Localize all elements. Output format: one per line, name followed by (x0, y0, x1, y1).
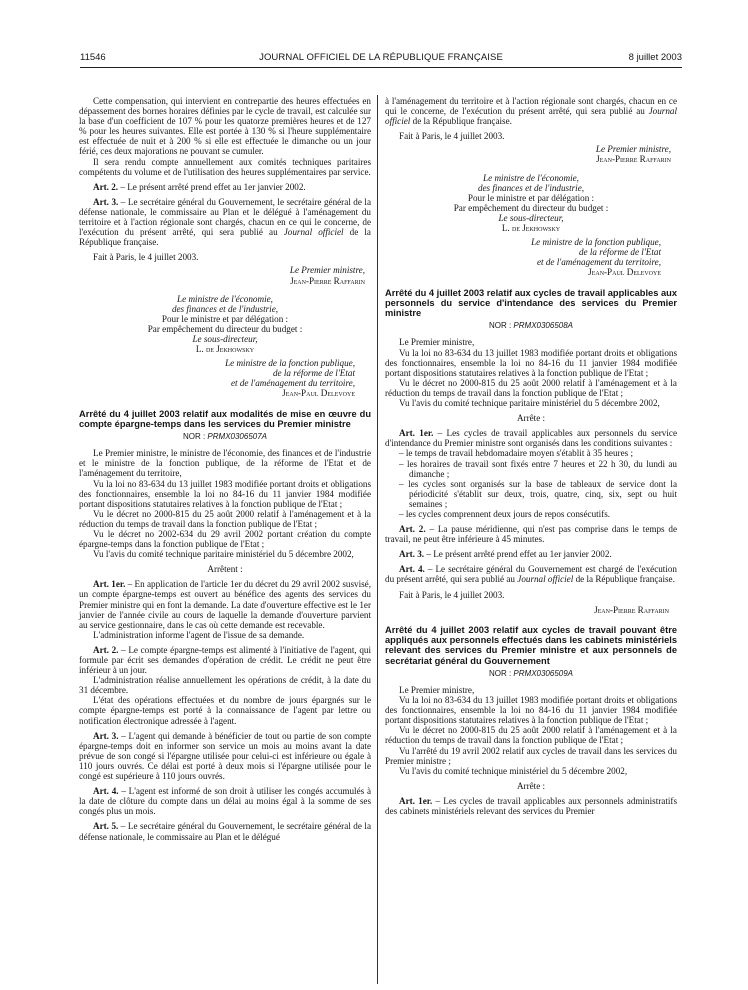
article-label: Art. 2. (93, 644, 119, 655)
signatory-title: et de l'aménagement du territoire, (536, 257, 661, 268)
right-column (385, 96, 677, 816)
paragraph (385, 96, 677, 126)
article-text: – Les cycles de travail applicables aux personnels du service d'intendance du Premier ministre sont organisés dans les conditions suivantes : (385, 428, 677, 449)
delegation-line: Par empêchement du directeur du budget : (453, 202, 609, 213)
article (79, 182, 371, 192)
nor-code: PRMX0306509A (513, 668, 574, 678)
enacting-formula: Arrêtent : (207, 564, 243, 575)
article-text: – Le présent arrêté prend effet au 1er janvier 2002. (424, 549, 612, 560)
paragraph: Vu le décret no 2000-815 du 25 août 2000 relatif à l'aménagement et à la réduction du temps de travail dans la fonction publique de l'Etat ; (79, 508, 371, 529)
article (79, 786, 371, 816)
article (79, 731, 371, 781)
page-number: 11546 (80, 52, 106, 63)
signatory-title: Le ministre de l'économie, (177, 293, 273, 304)
paragraph: Vu le décret no 2000-815 du 25 août 2000 relatif à l'aménagement et à la réduction du temps de travail dans la fonction publique de l'Etat ; (385, 725, 677, 746)
article (385, 428, 677, 448)
signatory-title: Le ministre de l'économie, (483, 172, 579, 183)
list-item: – les horaires de travail sont fixés entre 7 heures et 22 h 30, du lundi au dimanche ; (399, 458, 677, 479)
nor-code: PRMX0306507A (207, 432, 268, 442)
paragraph: Vu l'avis du comité technique paritaire ministériel du 5 décembre 2002, (399, 398, 660, 409)
article (385, 564, 677, 584)
signing-place-date: Fait à Paris, le 4 juillet 2003. (399, 589, 505, 600)
signatory-name: Jean-Paul Delevoye (282, 388, 355, 399)
enacting-formula: Arrête : (516, 780, 546, 791)
paragraph: Vu la loi no 83-634 du 13 juillet 1983 modifiée portant droits et obligations des fonctionnaires, ensemble la loi no 84-16 du 11 janvier 1984 modifiée portant dispositions statutaires relatives à la fonction publique de l'Etat ; (385, 695, 677, 726)
column-divider (377, 95, 378, 984)
article-text: – Le secrétaire général du Gouvernement, le secrétaire général de la défense nationale, le commissaire au Plan et le délégué (79, 821, 371, 842)
signatory-title: Le Premier ministre, (289, 265, 365, 276)
paragraph: Vu la loi no 83-634 du 13 juillet 1983 modifiée portant droits et obligations des fonctionnaires, ensemble la loi no 84-16 du 11 janvier 1984 modifiée portant dispositions statutaires relatives à la fonction publique de l'Etat ; (79, 478, 371, 509)
paragraph: Il sera rendu compte annuellement aux comités techniques paritaires compétents du volume et de l'utilisation des heures supplémentaires par service. (79, 156, 371, 177)
enacting-formula: Arrête : (516, 413, 546, 424)
signatory-title: Le ministre de la fonction publique, (531, 237, 661, 248)
signing-place-date: Fait à Paris, le 4 juillet 2003. (93, 252, 199, 263)
article-text: – En application de l'article 1er du décret du 29 avril 2002 susvisé, un compte épargne-temps est ouvert au bénéfice des agents des services du Premier ministre qui en font la demande. La date d'ouverture effective est le 1er janvier de l'année civile au cours de laquelle la demande d'ouverture parvient au service gestionnaire, dans le cas où cette demande est recevable. (79, 579, 371, 630)
article-text: – Le secrétaire général du Gouvernement, le secrétaire général de la défense nationale, le commissaire au Plan et le délégué à l'aménagement du territoire et à l'action régionale sont chargés, chacun en ce qui le concerne, de l'exécution du présent arrêté, qui sera publié au (79, 196, 371, 238)
signatory-name: L. de Jekhowsky (501, 223, 561, 234)
nor-reference (79, 432, 371, 442)
article-text: de la République française. (410, 116, 512, 127)
article-label: Art. 3. (399, 549, 425, 560)
article-label: Art. 4. (93, 786, 119, 797)
paragraph: Vu le décret no 2002-634 du 29 avril 2002 portant création du compte épargne-temps dans la fonction publique de l'Etat ; (79, 528, 371, 550)
article-text: – Le présent arrêté prend effet au 1er janvier 2002. (118, 181, 306, 192)
nor-code: PRMX0306508A (513, 321, 574, 331)
decree-title: Arrêté du 4 juillet 2003 relatif aux cycles de travail applicables aux personnels du service d'intendance des services du Premier ministre (385, 287, 677, 319)
delegation-line: Par empêchement du directeur du budget : (147, 323, 303, 334)
article (79, 821, 371, 841)
article-label: Art. 5. (93, 821, 119, 832)
nor-reference (385, 321, 677, 331)
article-text: de la République française. (79, 227, 371, 248)
signatory-name: Jean-Paul Delevoye (588, 267, 661, 278)
signature-block (385, 144, 677, 164)
article-label: Art. 3. (93, 196, 119, 207)
signatory-title: Le sous-directeur, (192, 333, 258, 344)
signatory-title: des finances et de l'industrie, (477, 182, 585, 193)
article (385, 549, 677, 559)
signatory-title: de la réforme de l'Etat (578, 247, 661, 258)
paragraph: Le Premier ministre, le ministre de l'économie, des finances et de l'industrie et le ministre de la fonction publique, de la réforme de l'Etat et de l'aménagement du territoire, (79, 448, 371, 479)
nor-reference (385, 669, 677, 679)
article-text: – L'agent qui demande à bénéficier de tout ou partie de son compte épargne-temps doit en informer son service un mois au moins avant la date prévue de son congé si l'épargne utilisée pour celui-ci est inférieure ou égale à 110 jours ouvrés. Ce délai est porté à deux mois si l'épargne utilisée pour le congé est supérieure à 110 jours ouvrés. (79, 730, 371, 782)
article-text: – Les cycles de travail applicables aux personnels administratifs des cabinets ministériels relevant des services du Premier (385, 795, 677, 817)
article (385, 796, 677, 816)
paragraph: Vu l'avis du comité technique ministériel du 5 décembre 2002, (399, 765, 628, 776)
article-text: – La pause méridienne, qui n'est pas comprise dans le temps de travail, ne peut être inférieure à 45 minutes. (385, 524, 677, 545)
article-text: de la République française. (573, 574, 675, 585)
paragraph: Le Premier ministre, (399, 337, 475, 348)
paragraph: Vu le décret no 2000-815 du 25 août 2000 relatif à l'aménagement et à la réduction du temps de travail dans la fonction publique de l'Etat ; (385, 377, 677, 398)
article-label: Art. 1er. (93, 579, 126, 590)
paragraph: L'administration informe l'agent de l'issue de sa demande. (93, 629, 305, 640)
paragraph: Cette compensation, qui intervient en contrepartie des heures effectuées en dépassement des bornes horaires définies par le cycle de travail, est calculée sur la base d'un coefficient de 107 % pour les quatorze premières heures et de 127 % pour les heures suivantes. Elle est portée à 130 % si l'heure supplémentaire est effectuée de nuit et à 200 % si elle est effectuée le dimanche ou un jour férié, ces deux majorations ne pouvant se cumuler. (79, 96, 371, 157)
signature-block (385, 173, 677, 234)
article-text: – Le secrétaire général du Gouvernement est chargé de l'exécution du présent arrêté, qui sera publié au (385, 564, 677, 585)
journal-name: Journal officiel (517, 574, 574, 585)
delegation-line: Pour le ministre et par délégation : (161, 313, 289, 324)
signature-block (79, 294, 371, 355)
article-label: Art. 3. (93, 730, 119, 741)
left-column (79, 96, 371, 842)
signatory-title: Le Premier ministre, (595, 144, 671, 155)
header-rule (80, 67, 682, 68)
nor-label: NOR : (488, 321, 514, 331)
article (79, 197, 371, 247)
issue-date: 8 juillet 2003 (628, 52, 682, 63)
paragraph: Vu l'arrêté du 19 avril 2002 relatif aux cycles de travail dans les services du Premier ministre ; (385, 745, 677, 766)
signing-place-date: Fait à Paris, le 4 juillet 2003. (399, 131, 505, 142)
list-item: – le temps de travail hebdomadaire moyen s'établit à 35 heures ; (399, 448, 634, 459)
signatory-title: des finances et de l'industrie, (171, 303, 279, 314)
list-item: – les cycles sont organisés sur la base de tableaux de service dont la périodicité s'établit sur deux, trois, quatre, cinq, six, sept ou huit semaines ; (399, 478, 677, 509)
signatory-name: L. de Jekhowsky (195, 344, 255, 355)
nor-label: NOR : (488, 668, 514, 678)
decree-title: Arrêté du 4 juillet 2003 relatif aux modalités de mise en œuvre du compte épargne-temps dans les services du Premier ministre (79, 408, 371, 429)
signature-block (385, 237, 677, 277)
paragraph: L'état des opérations effectuées et du nombre de jours épargnés sur le compte épargne-temps est porté à la connaissance de l'agent par lettre ou notification électronique adressée à l'agent. (79, 695, 371, 726)
signatory-name: Jean-Pierre Raffarin (290, 275, 365, 286)
paragraph: Vu la loi no 83-634 du 13 juillet 1983 modifiée portant droits et obligations des fonctionnaires, ensemble la loi no 84-16 du 11 janvier 1984 modifiée portant dispositions statutaires relatives à la fonction publique de l'Etat ; (385, 347, 677, 378)
nor-label: NOR : (182, 432, 208, 442)
signatory-title: de la réforme de l'Etat (272, 368, 355, 379)
article-label: Art. 1er. (399, 428, 434, 439)
delegation-line: Pour le ministre et par délégation : (467, 192, 595, 203)
paragraph: Vu l'avis du comité technique paritaire ministériel du 5 décembre 2002, (93, 549, 354, 560)
paragraph: L'administration réalise annuellement les opérations de crédit, à la date du 31 décembre. (79, 675, 371, 696)
journal-name: Journal officiel (283, 227, 344, 238)
paragraph: Le Premier ministre, (399, 685, 475, 696)
article-label: Art. 2. (399, 524, 426, 535)
signature-block (79, 265, 371, 285)
signatory-title: Le ministre de la fonction publique, (225, 358, 355, 369)
decree-title: Arrêté du 4 juillet 2003 relatif aux cycles de travail pouvant être appliqués aux personnels effectués dans les cabinets ministériels relevant des services du Premier ministre et aux personnels de secrétariat général du Gouvernement (385, 624, 677, 666)
journal-name: Journal officiel (385, 106, 677, 127)
article-label: Art. 1er. (399, 795, 433, 806)
article-text: à l'aménagement du territoire et à l'action régionale sont chargés, chacun en ce qui le concerne, de l'exécution du présent arrêté, qui sera publié au (385, 96, 677, 117)
article (79, 579, 371, 629)
article (385, 524, 677, 544)
article-label: Art. 2. (93, 181, 119, 192)
list-item: – les cycles comprennent deux jours de repos consécutifs. (399, 508, 611, 519)
page-header (80, 52, 682, 66)
article-label: Art. 4. (399, 564, 425, 575)
article-text: – L'agent est informé de son droit à utiliser les congés accumulés à la date de clôture du compte dans un délai au moins égal à la somme de ses congés plus un mois. (79, 786, 372, 817)
signatory-name: Jean-Pierre Raffarin (596, 154, 671, 165)
article-text: – Le compte épargne-temps est alimenté à l'initiative de l'agent, qui formule par écrit ses demandes d'opération de crédit. Le crédit ne peut être inférieur à un jour. (79, 644, 371, 676)
signatory-title: et de l'aménagement du territoire, (230, 378, 355, 389)
journal-title: JOURNAL OFFICIEL DE LA RÉPUBLIQUE FRANÇAISE (259, 52, 503, 63)
signatory-name: Jean-Pierre Raffarin (594, 604, 669, 615)
signatory-title: Le sous-directeur, (498, 212, 564, 223)
article (79, 645, 371, 675)
signature-block (79, 358, 371, 398)
